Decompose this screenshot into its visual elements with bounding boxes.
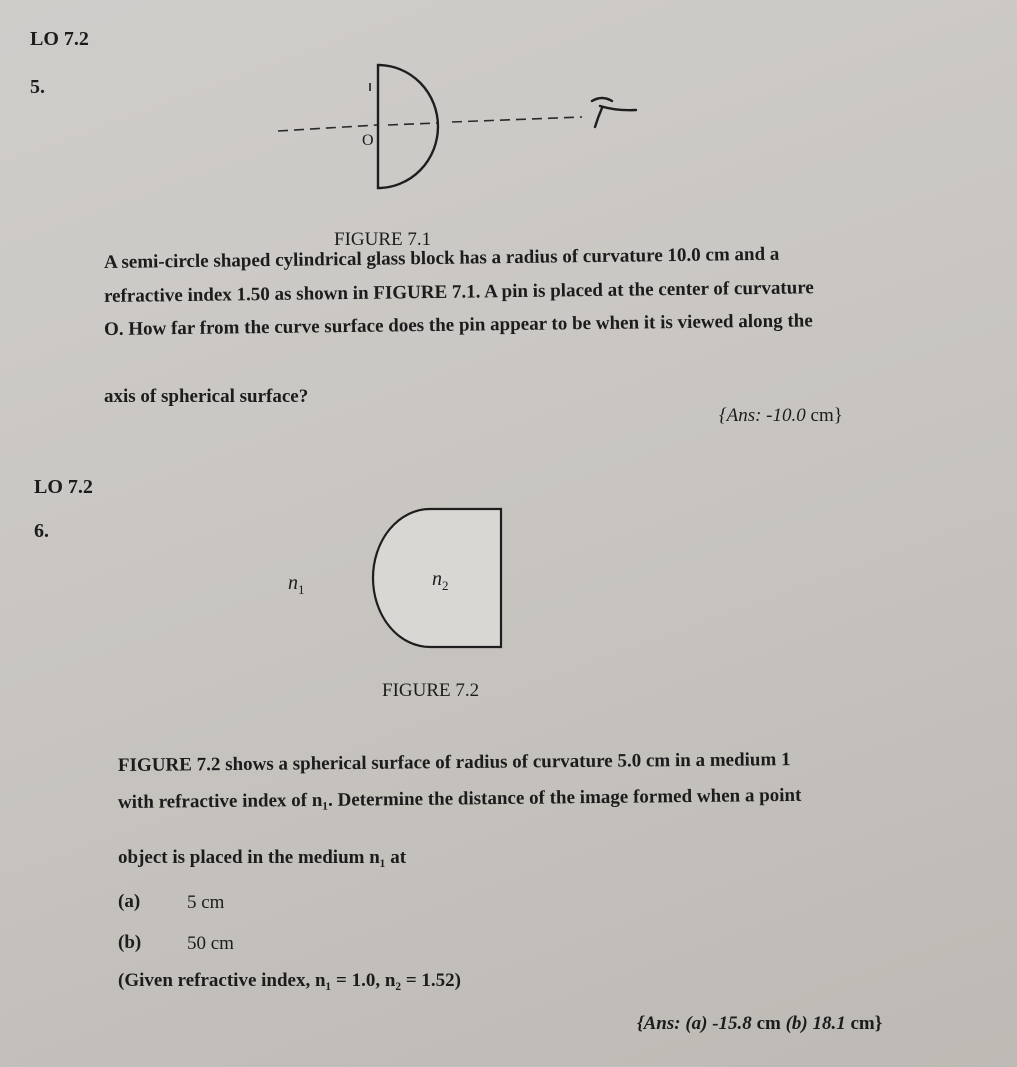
q6-line-1: FIGURE 7.2 shows a spherical surface of radius of curvature 5.0 cm in a medium 1	[117, 749, 791, 776]
q5-number: 5.	[30, 76, 45, 98]
semicircle-glass-block	[378, 65, 438, 188]
q6-part-b-value: 50 cm	[187, 933, 234, 954]
q5-answer-unit: cm}	[810, 405, 843, 426]
n1-label: $n_1$	[288, 572, 305, 597]
eye-icon	[592, 98, 636, 127]
q6-given: (Given refractive index, n₁ = 1.0, n₂ = 1.52)	[118, 970, 461, 991]
q6-answer-prefix: {Ans: (a) -15.8	[637, 1013, 757, 1034]
q5-answer-prefix: {Ans: -10.0	[719, 405, 811, 426]
q6-number: 6.	[34, 520, 49, 542]
q6-line-2: with refractive index of n₁. Determine the distance of the image formed when a point	[117, 784, 802, 813]
optical-axis-right	[452, 117, 582, 122]
q6-answer-unit-b: cm}	[850, 1013, 883, 1034]
figure-7-1-diagram	[270, 55, 670, 205]
q6-answer-unit-a: cm	[756, 1013, 781, 1034]
q6-part-a-label: (a)	[118, 891, 141, 912]
figure-7-1-caption: FIGURE 7.1	[334, 229, 432, 250]
q5-lo-label: LO 7.2	[30, 28, 89, 50]
q6-lo-label: LO 7.2	[34, 476, 93, 498]
q5-line-2: refractive index 1.50 as shown in FIGURE 7.1. A pin is placed at the center of curvature	[103, 277, 814, 307]
q6-part-a-value: 5 cm	[187, 892, 225, 913]
q6-answer-mid: (b) 18.1	[780, 1013, 851, 1034]
q6-line-3: object is placed in the medium n₁ at	[118, 847, 407, 868]
q5-line-1: A semi-circle shaped cylindrical glass block has a radius of curvature 10.0 cm and a	[103, 243, 780, 273]
q6-answer	[637, 1013, 882, 1035]
q6-part-b-label: (b)	[118, 932, 142, 953]
q5-line-4: axis of spherical surface?	[104, 386, 309, 407]
q5-line-3: O. How far from the curve surface does the pin appear to be when it is viewed along the	[103, 310, 813, 340]
q5-answer	[719, 405, 843, 427]
figure-7-2-caption: FIGURE 7.2	[382, 680, 480, 701]
n2-label: $n_2$	[432, 568, 449, 593]
optical-axis-left	[278, 125, 377, 131]
optical-axis-inside	[388, 123, 438, 125]
center-label-o: O	[362, 132, 374, 149]
